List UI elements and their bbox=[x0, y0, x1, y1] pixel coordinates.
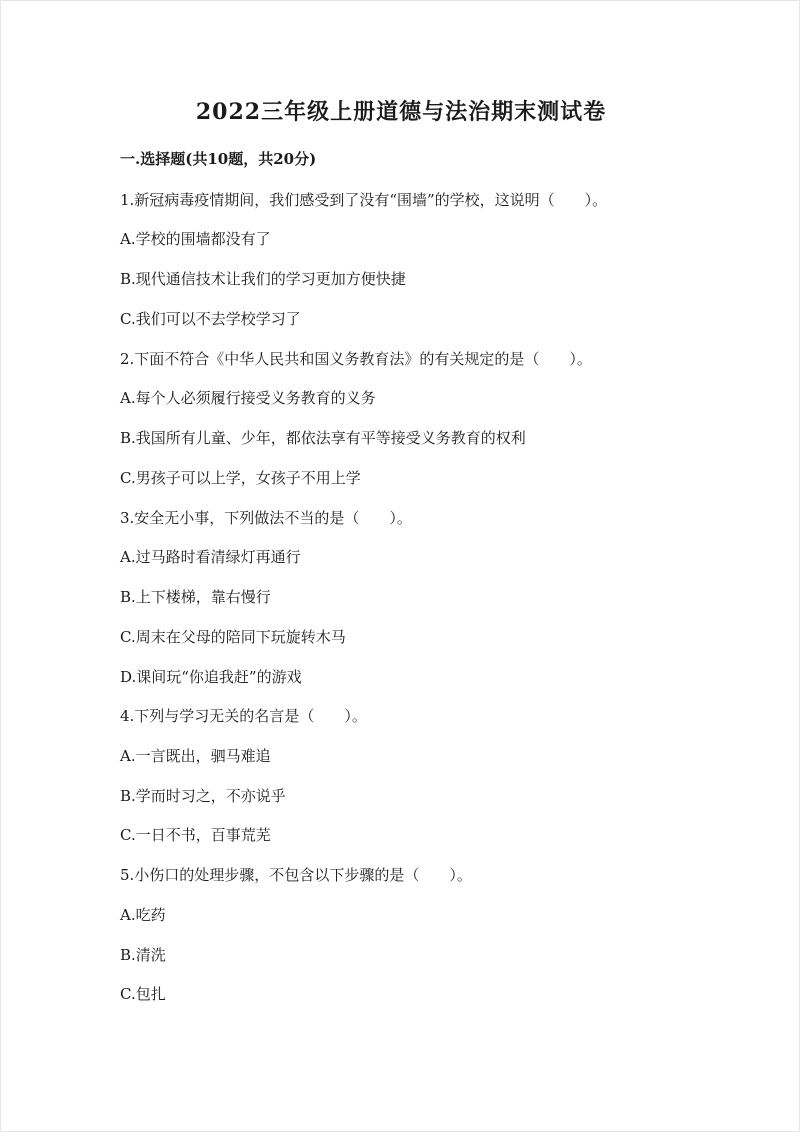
document-title: 2022三年级上册道德与法治期末测试卷 bbox=[195, 99, 607, 125]
question-5-stem: 5.小伤口的处理步骤，不包含以下步骤的是（ ）。 bbox=[120, 866, 472, 884]
question-3-option-d: D.课间玩“你追我赶”的游戏 bbox=[120, 668, 302, 686]
question-3-option-c: C.周末在父母的陪同下玩旋转木马 bbox=[120, 628, 346, 646]
question-1-option-c: C.我们可以不去学校学习了 bbox=[120, 310, 301, 328]
question-3-option-b: B.上下楼梯，靠右慢行 bbox=[120, 588, 271, 606]
question-4-option-c: C.一日不书，百事荒芜 bbox=[120, 826, 271, 844]
question-5-option-c: C.包扎 bbox=[120, 985, 166, 1003]
question-1-option-a: A.学校的围墙都没有了 bbox=[120, 230, 271, 248]
question-4-option-b: B.学而时习之，不亦说乎 bbox=[120, 787, 286, 805]
question-3-stem: 3.安全无小事，下列做法不当的是（ ）。 bbox=[120, 509, 412, 527]
question-2-stem: 2.下面不符合《中华人民共和国义务教育法》的有关规定的是（ ）。 bbox=[120, 350, 592, 368]
question-2-option-c: C.男孩子可以上学，女孩子不用上学 bbox=[120, 469, 361, 487]
question-1-stem: 1.新冠病毒疫情期间，我们感受到了没有“围墙”的学校，这说明（ ）。 bbox=[120, 191, 608, 209]
question-5-option-a: A.吃药 bbox=[120, 906, 166, 924]
question-2-option-a: A.每个人必须履行接受义务教育的义务 bbox=[120, 389, 376, 407]
question-3-option-a: A.过马路时看清绿灯再通行 bbox=[120, 548, 301, 566]
section-heading: 一.选择题(共10题，共20分) bbox=[120, 150, 317, 168]
question-5-option-b: B.清洗 bbox=[120, 946, 166, 964]
question-4-option-a: A.一言既出，驷马难追 bbox=[120, 747, 271, 765]
question-4-stem: 4.下列与学习无关的名言是（ ）。 bbox=[120, 707, 367, 725]
question-1-option-b: B.现代通信技术让我们的学习更加方便快捷 bbox=[120, 270, 406, 288]
question-2-option-b: B.我国所有儿童、少年，都依法享有平等接受义务教育的权利 bbox=[120, 429, 526, 447]
